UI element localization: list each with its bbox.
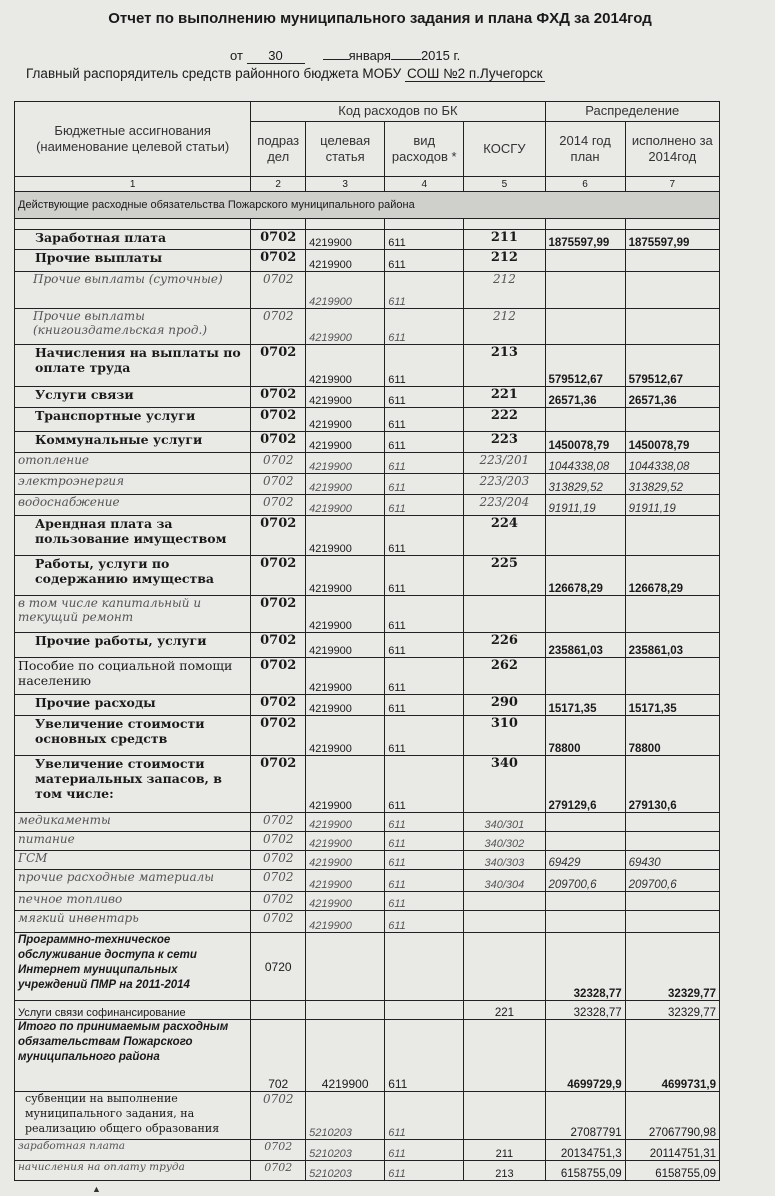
row-vid: 611 — [385, 387, 464, 408]
row-plan — [545, 272, 625, 309]
row-fact — [625, 309, 719, 345]
row-fact — [625, 596, 719, 633]
table-row — [15, 832, 720, 851]
table-row — [15, 633, 720, 658]
table-row — [15, 1140, 720, 1161]
row-kosgu: 213 — [464, 345, 545, 387]
row-podrazdel: 0702 — [251, 870, 306, 892]
row-kosgu: 222 — [464, 408, 545, 432]
row-name: питание — [15, 832, 251, 851]
row-name: Увеличение стоимости основных средств — [15, 716, 251, 756]
col-header-podrazdel: подраз дел — [251, 122, 306, 177]
row-fact: 1875597,99 — [625, 230, 719, 250]
row-kosgu: 223/201 — [464, 453, 545, 474]
col-header-kosgu: КОСГУ — [464, 122, 545, 177]
row-celevaya: 4219900 — [306, 832, 385, 851]
row-celevaya: 4219900 — [306, 408, 385, 432]
row-fact: 1450078,79 — [625, 432, 719, 453]
row-name: Заработная плата — [15, 230, 251, 250]
col-header-vid: вид расходов * — [385, 122, 464, 177]
row-fact: 313829,52 — [625, 474, 719, 495]
row-plan: 279129,6 — [545, 756, 625, 813]
row-plan — [545, 516, 625, 556]
row-podrazdel: 0702 — [251, 832, 306, 851]
row-kosgu: 224 — [464, 516, 545, 556]
row-fact: 26571,36 — [625, 387, 719, 408]
row-fact: 69430 — [625, 851, 719, 870]
row-podrazdel: 0702 — [251, 408, 306, 432]
row-vid — [385, 933, 464, 1001]
section-title: Действующие расходные обязательства Пожарского муниципального района — [15, 192, 720, 219]
row-plan — [545, 911, 625, 933]
row-fact — [625, 813, 719, 832]
row-plan — [545, 309, 625, 345]
row-kosgu — [464, 596, 545, 633]
row-plan: 313829,52 — [545, 474, 625, 495]
row-vid: 611 — [385, 756, 464, 813]
row-podrazdel: 0702 — [251, 813, 306, 832]
table-row — [15, 716, 720, 756]
row-plan: 6158755,09 — [545, 1161, 625, 1181]
row-celevaya: 4219900 — [306, 556, 385, 596]
table-row — [15, 813, 720, 832]
table-row — [15, 933, 720, 1001]
table-row-total — [15, 1020, 720, 1092]
row-name: Увеличение стоимости материальных запасов, в том числе: — [15, 756, 251, 813]
row-podrazdel: 0702 — [251, 387, 306, 408]
row-plan — [545, 250, 625, 272]
row-vid: 611 — [385, 1140, 464, 1161]
row-celevaya: 5210203 — [306, 1140, 385, 1161]
row-kosgu: 213 — [464, 1161, 545, 1181]
row-celevaya: 4219900 — [306, 596, 385, 633]
row-plan: 209700,6 — [545, 870, 625, 892]
row-celevaya: 4219900 — [306, 345, 385, 387]
row-fact: 209700,6 — [625, 870, 719, 892]
row-vid: 611 — [385, 870, 464, 892]
row-name: в том числе капитальный и текущий ремонт — [15, 596, 251, 633]
row-vid: 611 — [385, 345, 464, 387]
row-plan — [545, 832, 625, 851]
table-row — [15, 1001, 720, 1020]
row-plan — [545, 408, 625, 432]
row-vid: 611 — [385, 892, 464, 911]
row-plan: 32328,77 — [545, 1001, 625, 1020]
row-celevaya: 5210203 — [306, 1092, 385, 1140]
row-vid: 611 — [385, 432, 464, 453]
date-prefix: от — [230, 48, 243, 63]
row-vid: 611 — [385, 516, 464, 556]
table-row — [15, 851, 720, 870]
row-podrazdel: 0702 — [251, 474, 306, 495]
row-plan — [545, 892, 625, 911]
row-podrazdel: 0702 — [251, 309, 306, 345]
report-date — [230, 48, 460, 64]
row-vid: 611 — [385, 1020, 464, 1092]
row-kosgu: 340/302 — [464, 832, 545, 851]
row-fact: 235861,03 — [625, 633, 719, 658]
col-number: 4 — [385, 177, 464, 192]
row-vid: 611 — [385, 911, 464, 933]
row-celevaya: 4219900 — [306, 516, 385, 556]
table-row — [15, 474, 720, 495]
table-row — [15, 453, 720, 474]
table-row — [15, 1092, 720, 1140]
col-number: 2 — [251, 177, 306, 192]
row-kosgu — [464, 1020, 545, 1092]
row-podrazdel: 0702 — [251, 230, 306, 250]
row-fact: 91911,19 — [625, 495, 719, 516]
row-podrazdel: 0702 — [251, 1161, 306, 1181]
row-fact — [625, 832, 719, 851]
row-celevaya: 4219900 — [306, 250, 385, 272]
row-kosgu: 211 — [464, 1140, 545, 1161]
row-podrazdel: 0702 — [251, 695, 306, 716]
row-name: Арендная плата за пользование имуществом — [15, 516, 251, 556]
row-podrazdel: 0702 — [251, 851, 306, 870]
row-name: водоснабжение — [15, 495, 251, 516]
col-number: 7 — [625, 177, 719, 192]
row-celevaya: 4219900 — [306, 1020, 385, 1092]
row-celevaya: 4219900 — [306, 474, 385, 495]
row-plan: 4699729,9 — [545, 1020, 625, 1092]
row-fact: 4699731,9 — [625, 1020, 719, 1092]
row-plan: 235861,03 — [545, 633, 625, 658]
row-name: Прочие расходы — [15, 695, 251, 716]
row-plan: 27087791 — [545, 1092, 625, 1140]
col-header-name: Бюджетные ассигнования (наименование целевой статьи) — [15, 102, 251, 177]
row-celevaya: 4219900 — [306, 716, 385, 756]
row-kosgu: 262 — [464, 658, 545, 695]
row-kosgu: 221 — [464, 387, 545, 408]
row-plan: 91911,19 — [545, 495, 625, 516]
row-kosgu: 226 — [464, 633, 545, 658]
col-number: 5 — [464, 177, 545, 192]
row-plan: 1450078,79 — [545, 432, 625, 453]
col-number: 1 — [15, 177, 251, 192]
row-fact — [625, 658, 719, 695]
row-vid: 611 — [385, 851, 464, 870]
triangle-mark-icon: ▲ — [92, 1184, 101, 1194]
row-fact — [625, 892, 719, 911]
row-vid: 611 — [385, 633, 464, 658]
row-vid: 611 — [385, 556, 464, 596]
col-number-row — [15, 177, 720, 192]
row-podrazdel: 0702 — [251, 911, 306, 933]
row-kosgu: 340/304 — [464, 870, 545, 892]
row-vid: 611 — [385, 716, 464, 756]
table-row — [15, 230, 720, 250]
col-group-distribution: Распределение — [545, 102, 720, 122]
row-name: прочие расходные материалы — [15, 870, 251, 892]
row-fact: 579512,67 — [625, 345, 719, 387]
table-row — [15, 556, 720, 596]
row-vid: 611 — [385, 813, 464, 832]
row-plan — [545, 658, 625, 695]
date-month: января — [348, 48, 391, 63]
row-podrazdel: 0702 — [251, 633, 306, 658]
row-podrazdel: 0702 — [251, 453, 306, 474]
row-vid: 611 — [385, 1161, 464, 1181]
table-row — [15, 387, 720, 408]
row-plan: 126678,29 — [545, 556, 625, 596]
org-line — [26, 66, 545, 81]
row-podrazdel: 0702 — [251, 892, 306, 911]
row-name: электроэнергия — [15, 474, 251, 495]
table-row — [15, 309, 720, 345]
row-name: отопление — [15, 453, 251, 474]
row-name: Транспортные услуги — [15, 408, 251, 432]
row-fact: 20114751,31 — [625, 1140, 719, 1161]
row-celevaya: 4219900 — [306, 387, 385, 408]
row-kosgu: 211 — [464, 230, 545, 250]
row-kosgu: 340/303 — [464, 851, 545, 870]
row-kosgu: 223 — [464, 432, 545, 453]
row-fact — [625, 408, 719, 432]
row-celevaya: 4219900 — [306, 813, 385, 832]
row-fact — [625, 516, 719, 556]
table-row — [15, 658, 720, 695]
table-row — [15, 870, 720, 892]
row-podrazdel: 702 — [251, 1020, 306, 1092]
row-celevaya: 5210203 — [306, 1161, 385, 1181]
row-kosgu: 310 — [464, 716, 545, 756]
row-name: Программно-техническое обслуживание доступа к сети Интернет муниципальных учреждений ПМР на 2011-2014 — [15, 933, 251, 1001]
table-row — [15, 345, 720, 387]
row-celevaya: 4219900 — [306, 851, 385, 870]
row-plan: 26571,36 — [545, 387, 625, 408]
date-day: 30 — [247, 48, 305, 64]
section-row — [15, 192, 720, 219]
col-header-fact: исполнено за 2014год — [625, 122, 719, 177]
row-vid: 611 — [385, 596, 464, 633]
row-name: Услуги связи — [15, 387, 251, 408]
row-plan — [545, 596, 625, 633]
table-row — [15, 272, 720, 309]
row-kosgu: 290 — [464, 695, 545, 716]
col-number: 6 — [545, 177, 625, 192]
row-fact — [625, 911, 719, 933]
row-vid: 611 — [385, 453, 464, 474]
date-blank-2 — [391, 59, 421, 60]
row-celevaya: 4219900 — [306, 495, 385, 516]
row-vid: 611 — [385, 832, 464, 851]
row-celevaya: 4219900 — [306, 453, 385, 474]
row-celevaya: 4219900 — [306, 695, 385, 716]
row-celevaya: 4219900 — [306, 309, 385, 345]
row-celevaya: 4219900 — [306, 892, 385, 911]
row-vid — [385, 1001, 464, 1020]
row-kosgu — [464, 911, 545, 933]
row-name: Прочие выплаты (книгоиздательская прод.) — [15, 309, 251, 345]
row-fact: 1044338,08 — [625, 453, 719, 474]
row-kosgu — [464, 933, 545, 1001]
col-header-celevaya: целевая статья — [306, 122, 385, 177]
row-podrazdel: 0702 — [251, 1092, 306, 1140]
row-podrazdel: 0702 — [251, 756, 306, 813]
row-plan: 20134751,3 — [545, 1140, 625, 1161]
row-podrazdel: 0702 — [251, 432, 306, 453]
table-row — [15, 695, 720, 716]
row-kosgu: 225 — [464, 556, 545, 596]
col-header-plan: 2014 год план — [545, 122, 625, 177]
row-fact — [625, 272, 719, 309]
row-fact: 78800 — [625, 716, 719, 756]
row-name: медикаменты — [15, 813, 251, 832]
table-row — [15, 408, 720, 432]
row-name: Пособие по социальной помощи населению — [15, 658, 251, 695]
row-kosgu: 340 — [464, 756, 545, 813]
row-name: Работы, услуги по содержанию имущества — [15, 556, 251, 596]
row-kosgu: 212 — [464, 250, 545, 272]
row-celevaya: 4219900 — [306, 658, 385, 695]
row-name: Прочие выплаты — [15, 250, 251, 272]
row-name: Прочие работы, услуги — [15, 633, 251, 658]
spacer-row — [15, 219, 720, 230]
table-row — [15, 432, 720, 453]
row-plan: 78800 — [545, 716, 625, 756]
row-fact: 32329,77 — [625, 1001, 719, 1020]
org-name: СОШ №2 п.Лучегорск — [407, 66, 543, 81]
row-name: Коммунальные услуги — [15, 432, 251, 453]
table-row — [15, 250, 720, 272]
row-kosgu — [464, 892, 545, 911]
row-name: субвенции на выполнение муниципального задания, на реализацию общего образования — [15, 1092, 251, 1140]
row-plan: 1875597,99 — [545, 230, 625, 250]
row-podrazdel: 0702 — [251, 556, 306, 596]
row-celevaya — [306, 1001, 385, 1020]
table-row — [15, 516, 720, 556]
row-plan: 15171,35 — [545, 695, 625, 716]
row-fact — [625, 250, 719, 272]
row-podrazdel: 0702 — [251, 250, 306, 272]
row-plan: 32328,77 — [545, 933, 625, 1001]
row-kosgu: 223/204 — [464, 495, 545, 516]
table-row — [15, 596, 720, 633]
row-vid: 611 — [385, 408, 464, 432]
row-name: печное топливо — [15, 892, 251, 911]
row-podrazdel: 0702 — [251, 272, 306, 309]
row-plan — [545, 813, 625, 832]
table-row — [15, 911, 720, 933]
row-name: ГСМ — [15, 851, 251, 870]
row-kosgu: 223/203 — [464, 474, 545, 495]
row-fact: 6158755,09 — [625, 1161, 719, 1181]
row-plan: 1044338,08 — [545, 453, 625, 474]
row-vid: 611 — [385, 230, 464, 250]
row-plan: 579512,67 — [545, 345, 625, 387]
row-celevaya: 4219900 — [306, 230, 385, 250]
row-podrazdel: 0702 — [251, 596, 306, 633]
row-name: Итого по принимаемым расходным обязательствам Пожарского муниципального района — [15, 1020, 251, 1092]
row-vid: 611 — [385, 250, 464, 272]
row-fact: 126678,29 — [625, 556, 719, 596]
row-kosgu: 340/301 — [464, 813, 545, 832]
row-podrazdel: 0702 — [251, 345, 306, 387]
row-plan: 69429 — [545, 851, 625, 870]
row-podrazdel: 0702 — [251, 716, 306, 756]
row-vid: 611 — [385, 695, 464, 716]
row-fact: 27067790,98 — [625, 1092, 719, 1140]
row-fact: 279130,6 — [625, 756, 719, 813]
row-name: Услуги связи софинансирование — [15, 1001, 251, 1020]
col-number: 3 — [306, 177, 385, 192]
row-podrazdel: 0702 — [251, 516, 306, 556]
row-vid: 611 — [385, 309, 464, 345]
date-blank — [323, 59, 349, 60]
row-celevaya: 4219900 — [306, 870, 385, 892]
row-vid: 611 — [385, 495, 464, 516]
row-celevaya: 4219900 — [306, 432, 385, 453]
row-name: Прочие выплаты (суточные) — [15, 272, 251, 309]
col-group-code: Код расходов по БК — [251, 102, 545, 122]
row-vid: 611 — [385, 272, 464, 309]
row-vid: 611 — [385, 1092, 464, 1140]
report-table — [14, 101, 720, 1181]
row-celevaya: 4219900 — [306, 272, 385, 309]
row-celevaya: 4219900 — [306, 911, 385, 933]
row-name: мягкий инвентарь — [15, 911, 251, 933]
row-fact: 15171,35 — [625, 695, 719, 716]
row-celevaya: 4219900 — [306, 756, 385, 813]
row-podrazdel: 0702 — [251, 658, 306, 695]
date-year: 2015 г. — [420, 48, 461, 63]
org-label: Главный распорядитель средств районного бюджета МОБУ — [26, 66, 402, 81]
row-kosgu: 212 — [464, 272, 545, 309]
report-title: Отчет по выполнению муниципального задания и плана ФХД за 2014год — [108, 10, 652, 27]
row-celevaya: 4219900 — [306, 633, 385, 658]
row-podrazdel — [251, 1001, 306, 1020]
table-row — [15, 892, 720, 911]
row-podrazdel: 0720 — [251, 933, 306, 1001]
row-fact: 32329,77 — [625, 933, 719, 1001]
row-vid: 611 — [385, 474, 464, 495]
row-vid: 611 — [385, 658, 464, 695]
row-podrazdel: 0702 — [251, 1140, 306, 1161]
row-kosgu — [464, 1092, 545, 1140]
row-celevaya — [306, 933, 385, 1001]
table-row — [15, 756, 720, 813]
row-name: заработная плата — [15, 1140, 251, 1161]
table-row — [15, 1161, 720, 1181]
row-kosgu: 221 — [464, 1001, 545, 1020]
row-podrazdel: 0702 — [251, 495, 306, 516]
table-row — [15, 495, 720, 516]
row-name: начисления на оплату труда — [15, 1161, 251, 1181]
row-name: Начисления на выплаты по оплате труда — [15, 345, 251, 387]
row-kosgu: 212 — [464, 309, 545, 345]
